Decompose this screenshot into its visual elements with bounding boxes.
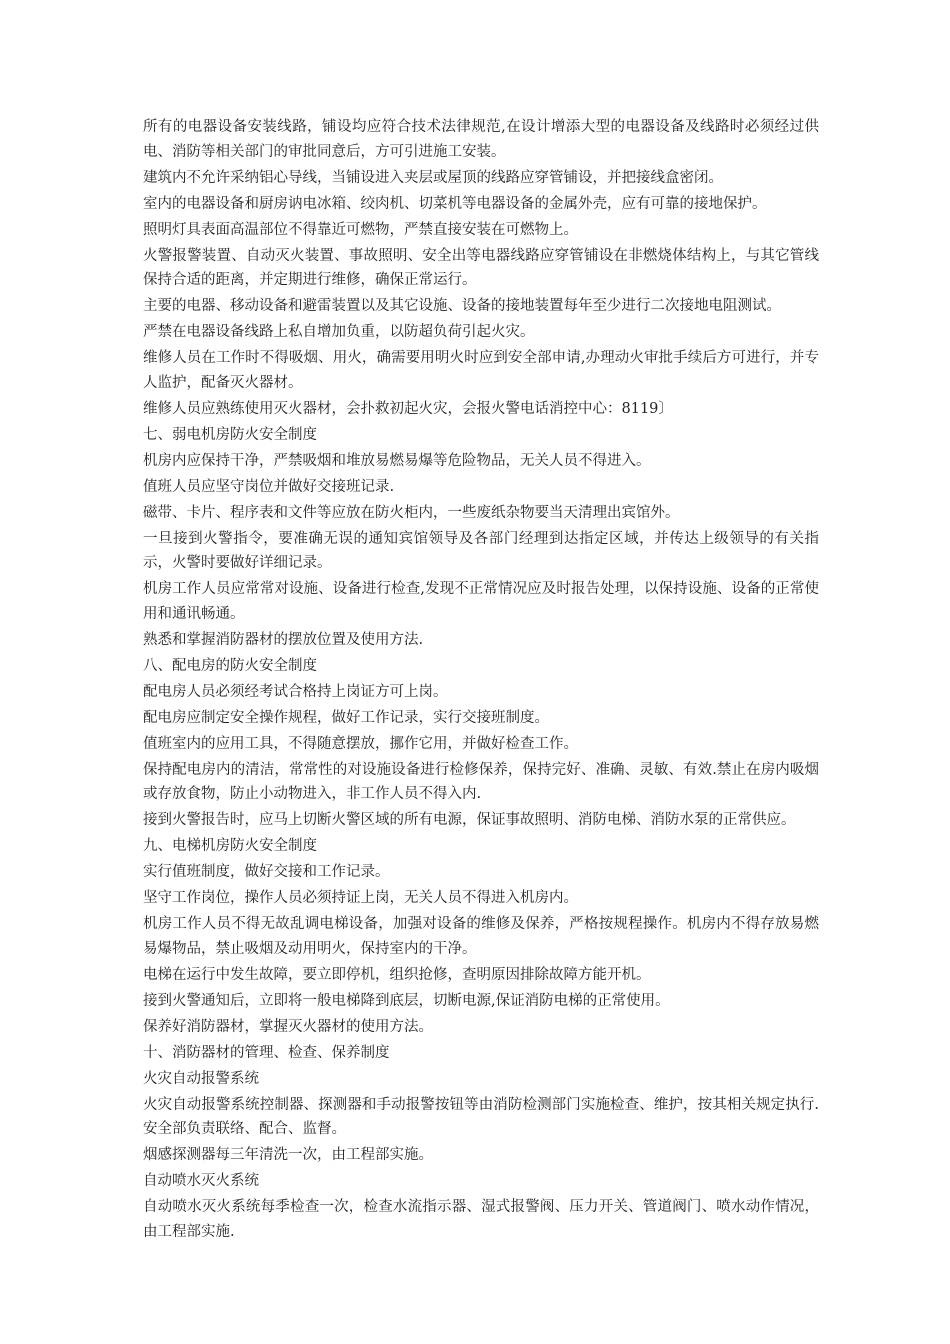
paragraph: 室内的电器设备和厨房讷电冰箱、绞肉机、切菜机等电器设备的金属外壳，应有可靠的接地保护。 bbox=[143, 195, 767, 212]
paragraph: 烟感探测器每三年清洗一次，由工程部实施。 bbox=[143, 1147, 433, 1163]
paragraph: 所有的电器设备安装线路，铺设均应符合技术法律规范,在设计增添大型的电器设备及线路时必须经过供电、消防等相关部门的审批同意后，方可引进施工安装。 bbox=[143, 119, 819, 160]
paragraph: 火灾自动报警系统控制器、探测器和手动报警按钮等由消防检测部门实施检查、维护，按其相关规定执行.安全部负责联络、配合、监督。 bbox=[143, 1096, 819, 1137]
paragraph: 机房工作人员不得无故乱调电梯设备，加强对设备的维修及保养，严格按规程操作。机房内不得存放易燃易爆物品，禁止吸烟及动用明火，保持室内的干净。 bbox=[143, 916, 819, 957]
paragraph: 配电房人员必须经考试合格持上岗证方可上岗。 bbox=[143, 683, 448, 700]
paragraph: 主要的电器、移动设备和避雷装置以及其它设施、设备的接地装置每年至少进行二次接地电阻测试。 bbox=[143, 298, 781, 314]
paragraph: 一旦接到火警指令，要准确无误的通知宾馆领导及各部门经理到达指定区域，并传达上级领导的有关指示，火警时要做好详细记录。 bbox=[143, 530, 819, 571]
paragraph: 保持配电房内的清洁，常常性的对设施设备进行检修保养，保持完好、准确、灵敏、有效.禁止在房内吸烟或存放食物，防止小动物进入，非工作人员不得入内. bbox=[143, 761, 819, 802]
paragraph: 磁带、卡片、程序表和文件等应放在防火柜内，一些废纸杂物要当天清理出宾馆外。 bbox=[143, 504, 680, 521]
paragraph: 实行值班制度，做好交接和工作记录。 bbox=[143, 864, 390, 880]
paragraph: 维修人员应熟练使用灭火器材，会扑救初起火灾，会报火警电话消控中心：8119〕 bbox=[143, 400, 673, 417]
paragraph: 自动喷水灭火系统每季检查一次，检查水流指示器、湿式报警阀、压力开关、管道阀门、喷水动作情况，由工程部实施. bbox=[143, 1199, 819, 1240]
section-heading: 十、消防器材的管理、检查、保养制度 bbox=[143, 1044, 390, 1061]
paragraph: 值班室内的应用工具，不得随意摆放，挪作它用，并做好检查工作。 bbox=[143, 735, 578, 752]
paragraph: 机房工作人员应常常对设施、设备进行检查,发现不正常情况应及时报告处理，以保持设施、设备的正常使用和通讯畅通。 bbox=[143, 581, 819, 622]
paragraph: 电梯在运行中发生故障，要立即停机，组织抢修，查明原因排除故障方能开机。 bbox=[143, 966, 651, 983]
paragraph: 火警报警装置、自动灭火装置、事故照明、安全出等电器线路应穿管铺设在非燃烧体结构上，与其它管线保持合适的距离，并定期进行维修，确保正常运行。 bbox=[143, 247, 819, 288]
paragraph: 维修人员在工作时不得吸烟、用火，确需要用明火时应到安全部申请,办理动火审批手续后方可进行，并专人监护，配备灭火器材。 bbox=[143, 350, 819, 391]
paragraph: 接到火警报告时，应马上切断火警区域的所有电源，保证事故照明、消防电梯、消防水泵的正常供应。 bbox=[143, 812, 796, 828]
paragraph: 熟悉和掌握消防器材的摆放位置及使用方法. bbox=[143, 631, 424, 648]
paragraph: 值班人员应坚守岗位并做好交接班记录. bbox=[143, 478, 395, 495]
paragraph: 配电房应制定安全操作规程，做好工作记录，实行交接班制度。 bbox=[143, 709, 549, 726]
document-body bbox=[143, 115, 819, 1246]
subsection-heading: 自动喷水灭火系统 bbox=[143, 1173, 259, 1189]
paragraph: 照明灯具表面高温部位不得靠近可燃物，严禁直接安装在可燃物上。 bbox=[143, 221, 578, 238]
paragraph: 接到火警通知后，立即将一般电梯降到底层，切断电源,保证消防电梯的正常使用。 bbox=[143, 992, 670, 1009]
section-heading: 七、弱电机房防火安全制度 bbox=[143, 426, 317, 443]
paragraph: 保养好消防器材，掌握灭火器材的使用方法。 bbox=[143, 1018, 433, 1035]
paragraph: 机房内应保持干净，严禁吸烟和堆放易燃易爆等危险物品，无关人员不得进入。 bbox=[143, 452, 651, 469]
section-heading: 八、配电房的防火安全制度 bbox=[143, 657, 317, 674]
subsection-heading: 火灾自动报警系统 bbox=[143, 1070, 259, 1087]
paragraph: 建筑内不允许采纳铝心导线，当铺设进入夹层或屋顶的线路应穿管铺设，并把接线盒密闭。 bbox=[143, 169, 723, 186]
paragraph: 坚守工作岗位，操作人员必须持证上岗，无关人员不得进入机房内。 bbox=[143, 890, 578, 906]
paragraph: 严禁在电器设备线路上私自增加负重，以防超负荷引起火灾。 bbox=[143, 324, 535, 340]
section-heading: 九、电梯机房防火安全制度 bbox=[143, 838, 317, 854]
